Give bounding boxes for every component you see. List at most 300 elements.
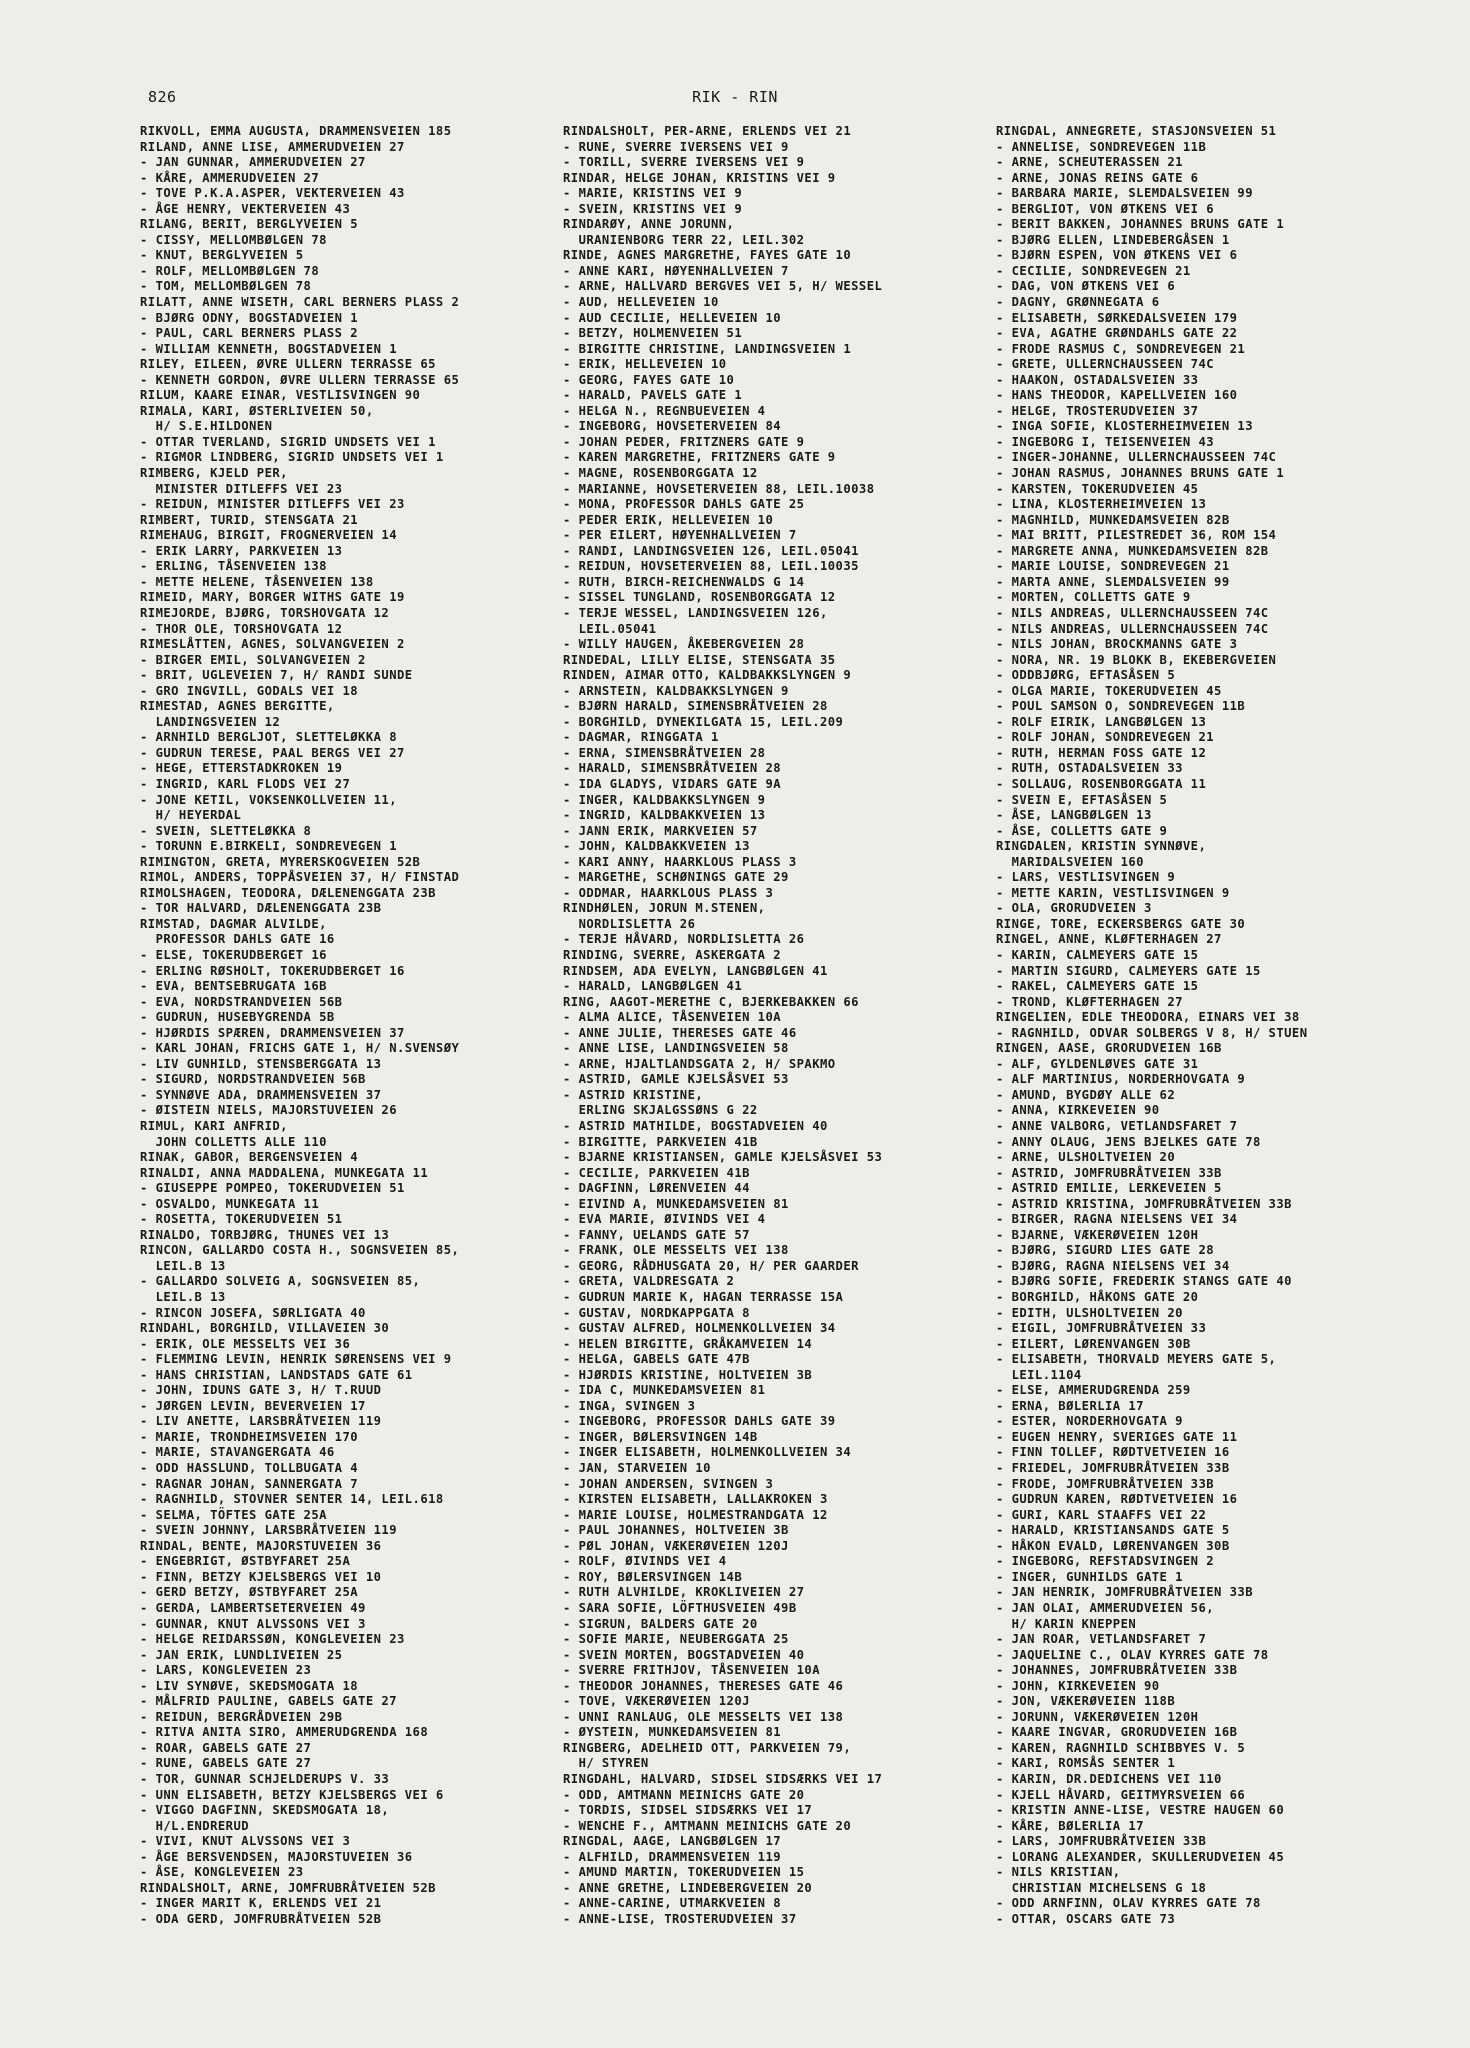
directory-entry: - INGEBORG, HOVSETERVEIEN 84 (563, 419, 782, 434)
directory-entry: - HARALD, PAVELS GATE 1 (563, 388, 743, 403)
directory-entry: - NILS ANDREAS, ULLERNCHAUSSEEN 74C (996, 621, 1269, 636)
directory-entry: - GRETE, ULLERNCHAUSSEEN 74C (996, 357, 1215, 372)
directory-entry: - INGEBORG I, TEISENVEIEN 43 (996, 434, 1215, 449)
directory-entry: - TORILL, SVERRE IVERSENS VEI 9 (563, 155, 805, 170)
directory-entry: - GURI, KARL STAAFFS VEI 22 (996, 1507, 1207, 1522)
directory-entry: - BETZY, HOLMENVEIEN 51 (563, 326, 743, 341)
directory-entry: - HEGE, ETTERSTADKROKEN 19 (140, 761, 343, 776)
directory-entry: - GUSTAV ALFRED, HOLMENKOLLVEIEN 34 (563, 1321, 836, 1336)
directory-entry: RINDAR, HELGE JOHAN, KRISTINS VEI 9 (563, 170, 836, 185)
directory-entry: - SIGRUN, BALDERS GATE 20 (563, 1616, 758, 1631)
directory-entry: - METTE KARIN, VESTLISVINGEN 9 (996, 885, 1230, 900)
directory-entry: - BIRGER, RAGNA NIELSENS VEI 34 (996, 1212, 1238, 1227)
directory-entry: - HELGA N., REGNBUEVEIEN 4 (563, 403, 766, 418)
directory-entry: - EVA MARIE, ØIVINDS VEI 4 (563, 1212, 766, 1227)
directory-entry: - ROY, BØLERSVINGEN 14B (563, 1569, 743, 1584)
directory-entry: - INGEBORG, PROFESSOR DAHLS GATE 39 (563, 1414, 836, 1429)
directory-entry: - EIGIL, JOMFRUBRÅTVEIEN 33 (996, 1321, 1207, 1336)
directory-entry: - ÅSE, KONGLEVEIEN 23 (140, 1865, 304, 1880)
directory-entry: - EILERT, LØRENVANGEN 30B (996, 1336, 1191, 1351)
directory-entry: - FLEMMING LEVIN, HENRIK SØRENSENS VEI 9 (140, 1352, 452, 1367)
directory-entry: - TOR, GUNNAR SCHJELDERUPS V. 33 (140, 1771, 390, 1786)
directory-entry: - ARNHILD BERGLJOT, SLETTELØKKA 8 (140, 730, 397, 745)
directory-entry: MARIDALSVEIEN 160 (996, 854, 1144, 869)
directory-entry: - MARIE, STAVANGERGATA 46 (140, 1445, 335, 1460)
directory-entry: - HANS CHRISTIAN, LANDSTADS GATE 61 (140, 1367, 413, 1382)
directory-entry: - ERIK LARRY, PARKVEIEN 13 (140, 543, 343, 558)
directory-entry: - RANDI, LANDINGSVEIEN 126, LEIL.05041 (563, 543, 859, 558)
directory-entry: - ANNE LISE, LANDINGSVEIEN 58 (563, 1041, 789, 1056)
directory-entry: - ALFHILD, DRAMMENSVEIEN 119 (563, 1849, 782, 1864)
directory-entry: - ELSE, TOKERUDBERGET 16 (140, 947, 327, 962)
directory-entry: RILATT, ANNE WISETH, CARL BERNERS PLASS 2 (140, 295, 460, 310)
directory-entry: - MARTA ANNE, SLEMDALSVEIEN 99 (996, 574, 1230, 589)
directory-entry: - UNN ELISABETH, BETZY KJELSBERGS VEI 6 (140, 1787, 444, 1802)
directory-entry: - ERIK, OLE MESSELTS VEI 36 (140, 1336, 351, 1351)
directory-entry: - GERDA, LAMBERTSETERVEIEN 49 (140, 1600, 366, 1615)
directory-entry: - BORGHILD, DYNEKILGATA 15, LEIL.209 (563, 714, 844, 729)
directory-entry: - RUTH, BIRCH-REICHENWALDS G 14 (563, 574, 805, 589)
directory-entry: - LIV SYNØVE, SKEDSMOGATA 18 (140, 1678, 359, 1693)
directory-entry: - PØL JOHAN, VÆKERØVEIEN 120J (563, 1538, 789, 1553)
directory-entry: - VIVI, KNUT ALVSSONS VEI 3 (140, 1834, 351, 1849)
directory-entry: - FINN TOLLEF, RØDTVETVEIEN 16 (996, 1445, 1230, 1460)
directory-entry: - TORUNN E.BIRKELI, SONDREVEGEN 1 (140, 839, 397, 854)
directory-entry: - SVEIN, KRISTINS VEI 9 (563, 201, 743, 216)
directory-entry: - JAN ROAR, VETLANDSFARET 7 (996, 1632, 1207, 1647)
directory-entry: - EVA, NORDSTRANDVEIEN 56B (140, 994, 343, 1009)
directory-entry: - GRO INGVILL, GODALS VEI 18 (140, 683, 359, 698)
directory-entry: - INGER-JOHANNE, ULLERNCHAUSSEEN 74C (996, 450, 1277, 465)
directory-entry: - BARBARA MARIE, SLEMDALSVEIEN 99 (996, 186, 1253, 201)
directory-entry: - NILS JOHAN, BROCKMANNS GATE 3 (996, 637, 1238, 652)
directory-entry: - GRETA, VALDRESGATA 2 (563, 1274, 735, 1289)
directory-entry: - ANNY OLAUG, JENS BJELKES GATE 78 (996, 1134, 1261, 1149)
directory-entry: - GEORG, RÅDHUSGATA 20, H/ PER GAARDER (563, 1258, 859, 1273)
directory-entry: - HELGE, TROSTERUDVEIEN 37 (996, 403, 1199, 418)
directory-entry: - FRODE, JOMFRUBRÅTVEIEN 33B (996, 1476, 1215, 1491)
directory-entry: - JOHAN PEDER, FRITZNERS GATE 9 (563, 434, 805, 449)
directory-entry: - BERIT BAKKEN, JOHANNES BRUNS GATE 1 (996, 217, 1285, 232)
directory-entry: - SVERRE FRITHJOV, TÅSENVEIEN 10A (563, 1663, 820, 1678)
directory-entry: - GIUSEPPE POMPEO, TOKERUDVEIEN 51 (140, 1181, 405, 1196)
directory-entry: - PAUL, CARL BERNERS PLASS 2 (140, 326, 359, 341)
directory-entry: - RIGMOR LINDBERG, SIGRID UNDSETS VEI 1 (140, 450, 444, 465)
directory-entry: - WILLIAM KENNETH, BOGSTADVEIEN 1 (140, 341, 397, 356)
directory-entry: - KARI ANNY, HAARKLOUS PLASS 3 (563, 854, 797, 869)
directory-entry: - OSVALDO, MUNKEGATA 11 (140, 1196, 320, 1211)
directory-entry: - TOM, MELLOMBØLGEN 78 (140, 279, 312, 294)
directory-entry: - BORGHILD, HÅKONS GATE 20 (996, 1290, 1199, 1305)
directory-entry: - WENCHE F., AMTMANN MEINICHS GATE 20 (563, 1818, 852, 1833)
directory-entry: RINDAL, BENTE, MAJORSTUVEIEN 36 (140, 1538, 382, 1553)
directory-entry: - HÅKON EVALD, LØRENVANGEN 30B (996, 1538, 1230, 1553)
directory-entry: - RINCON JOSEFA, SØRLIGATA 40 (140, 1305, 366, 1320)
directory-entry: - TOVE, VÆKERØVEIEN 120J (563, 1694, 750, 1709)
directory-entry: JOHN COLLETTS ALLE 110 (140, 1134, 327, 1149)
directory-entry: - JON, VÆKERØVEIEN 118B (996, 1694, 1176, 1709)
directory-entry: - RAGNHILD, STOVNER SENTER 14, LEIL.618 (140, 1492, 444, 1507)
directory-entry: - KRISTIN ANNE-LISE, VESTRE HAUGEN 60 (996, 1803, 1285, 1818)
directory-entry: - HARALD, LANGBØLGEN 41 (563, 979, 743, 994)
directory-entry: RINALDO, TORBJØRG, THUNES VEI 13 (140, 1227, 390, 1242)
directory-entry: - KNUT, BERGLYVEIEN 5 (140, 248, 304, 263)
directory-entry: - SVEIN JOHNNY, LARSBRÅTVEIEN 119 (140, 1523, 397, 1538)
directory-entry: - ASTRID KRISTINE, (563, 1087, 704, 1102)
directory-entry: - TERJE WESSEL, LANDINGSVEIEN 126, (563, 605, 828, 620)
directory-entry: - BIRGITTE, PARKVEIEN 41B (563, 1134, 758, 1149)
directory-entry: - POUL SAMSON O, SONDREVEGEN 11B (996, 699, 1246, 714)
directory-entry: RINDEN, AIMAR OTTO, KALDBAKKSLYNGEN 9 (563, 668, 852, 683)
directory-entry: RILANG, BERIT, BERGLYVEIEN 5 (140, 217, 359, 232)
directory-entry: - THOR OLE, TORSHOVGATA 12 (140, 621, 343, 636)
directory-entry: CHRISTIAN MICHELSENS G 18 (996, 1880, 1207, 1895)
directory-entry: RINAK, GABOR, BERGENSVEIEN 4 (140, 1150, 359, 1165)
directory-entry: - ANNE-LISE, TROSTERUDVEIEN 37 (563, 1911, 797, 1926)
directory-entry: - ASTRID, JOMFRUBRÅTVEIEN 33B (996, 1165, 1222, 1180)
directory-entry: - ESTER, NORDERHOVGATA 9 (996, 1414, 1183, 1429)
directory-entry: - KIRSTEN ELISABETH, LALLAKROKEN 3 (563, 1492, 828, 1507)
directory-entry: - ODD HASSLUND, TOLLBUGATA 4 (140, 1461, 359, 1476)
directory-entry: - KARIN, CALMEYERS GATE 15 (996, 947, 1199, 962)
directory-entry: - RUTH ALVHILDE, KROKLIVEIEN 27 (563, 1585, 805, 1600)
directory-entry: - SOFIE MARIE, NEUBERGGATA 25 (563, 1632, 789, 1647)
directory-entry: - MARIE, KRISTINS VEI 9 (563, 186, 743, 201)
directory-entry: - BJØRG SOFIE, FREDERIK STANGS GATE 40 (996, 1274, 1292, 1289)
directory-entry: - KARL JOHAN, FRICHS GATE 1, H/ N.SVENSØY (140, 1041, 460, 1056)
directory-entry: - KENNETH GORDON, ØVRE ULLERN TERRASSE 65 (140, 372, 460, 387)
directory-entry: - BJØRG ELLEN, LINDEBERGÅSEN 1 (996, 232, 1230, 247)
directory-entry: - ROSETTA, TOKERUDVEIEN 51 (140, 1212, 343, 1227)
directory-entry: - ÅGE BERSVENDSEN, MAJORSTUVEIEN 36 (140, 1849, 413, 1864)
directory-entry: - SVEIN, SLETTELØKKA 8 (140, 823, 312, 838)
directory-entry: - ANNELISE, SONDREVEGEN 11B (996, 139, 1207, 154)
directory-entry: - BERGLIOT, VON ØTKENS VEI 6 (996, 201, 1215, 216)
page-number: 826 (148, 88, 177, 106)
directory-entry: - GALLARDO SOLVEIG A, SOGNSVEIEN 85, (140, 1274, 421, 1289)
directory-entry: - GUDRUN TERESE, PAAL BERGS VEI 27 (140, 745, 405, 760)
directory-entry: RINDHØLEN, JORUN M.STENEN, (563, 901, 766, 916)
directory-entry: - FRANK, OLE MESSELTS VEI 138 (563, 1243, 789, 1258)
directory-entry: - ODDMAR, HAARKLOUS PLASS 3 (563, 885, 774, 900)
directory-entry: RIMEJORDE, BJØRG, TORSHOVGATA 12 (140, 605, 390, 620)
directory-entry: - JAN GUNNAR, AMMERUDVEIEN 27 (140, 155, 366, 170)
directory-entry: - PEDER ERIK, HELLEVEIEN 10 (563, 512, 774, 527)
directory-entry: - JAN, STARVEIEN 10 (563, 1461, 711, 1476)
column-right (996, 124, 1308, 1927)
directory-entry: - ROLF, ØIVINDS VEI 4 (563, 1554, 727, 1569)
directory-entry: - ALF, GYLDENLØVES GATE 31 (996, 1056, 1199, 1071)
directory-entry: - AMUND MARTIN, TOKERUDVEIEN 15 (563, 1865, 805, 1880)
directory-entry: - BJØRG, RAGNA NIELSENS VEI 34 (996, 1258, 1230, 1273)
directory-entry: - ERNA, BØLERLIA 17 (996, 1398, 1144, 1413)
directory-entry: H/L.ENDRERUD (140, 1818, 250, 1833)
directory-entry: - METTE HELENE, TÅSENVEIEN 138 (140, 574, 374, 589)
directory-entry: - FRIEDEL, JOMFRUBRÅTVEIEN 33B (996, 1461, 1230, 1476)
directory-entry: RINDALSHOLT, ARNE, JOMFRUBRÅTVEIEN 52B (140, 1880, 436, 1895)
directory-entry: RIMEID, MARY, BORGER WITHS GATE 19 (140, 590, 405, 605)
directory-entry: RINDEDAL, LILLY ELISE, STENSGATA 35 (563, 652, 836, 667)
directory-entry: - JOHAN RASMUS, JOHANNES BRUNS GATE 1 (996, 466, 1285, 481)
directory-entry: - ENGEBRIGT, ØSTBYFARET 25A (140, 1554, 351, 1569)
directory-entry: - ÅSE, LANGBØLGEN 13 (996, 808, 1152, 823)
directory-entry: H/ KARIN KNEPPEN (996, 1616, 1137, 1631)
directory-entry: - THEODOR JOHANNES, THERESES GATE 46 (563, 1678, 844, 1693)
directory-entry: - RUTH, OSTADALSVEIEN 33 (996, 761, 1183, 776)
directory-entry: RINDSEM, ADA EVELYN, LANGBØLGEN 41 (563, 963, 828, 978)
directory-entry: - CECILIE, PARKVEIEN 41B (563, 1165, 750, 1180)
directory-entry: - JAN OLAI, AMMERUDVEIEN 56, (996, 1600, 1215, 1615)
directory-entry: - ERIK, HELLEVEIEN 10 (563, 357, 727, 372)
directory-entry: - ROLF, MELLOMBØLGEN 78 (140, 263, 320, 278)
directory-entry: RILEY, EILEEN, ØVRE ULLERN TERRASSE 65 (140, 357, 436, 372)
directory-entry: LEIL.B 13 (140, 1258, 226, 1273)
directory-entry: RIMESLÅTTEN, AGNES, SOLVANGVEIEN 2 (140, 637, 405, 652)
directory-entry: - SVEIN MORTEN, BOGSTADVEIEN 40 (563, 1647, 805, 1662)
directory-entry: MINISTER DITLEFFS VEI 23 (140, 481, 343, 496)
directory-entry: - KÅRE, BØLERLIA 17 (996, 1818, 1144, 1833)
directory-entry: - NILS KRISTIAN, (996, 1865, 1121, 1880)
directory-entry: - VIGGO DAGFINN, SKEDSMOGATA 18, (140, 1803, 390, 1818)
directory-entry: - KAREN MARGRETHE, FRITZNERS GATE 9 (563, 450, 836, 465)
directory-entry: - INGER, GUNHILDS GATE 1 (996, 1569, 1183, 1584)
directory-entry: - CISSY, MELLOMBØLGEN 78 (140, 232, 327, 247)
directory-entry: - INGA, SVINGEN 3 (563, 1398, 696, 1413)
directory-entry: - HJØRDIS SPÆREN, DRAMMENSVEIEN 37 (140, 1025, 405, 1040)
directory-entry: - NORA, NR. 19 BLOKK B, EKEBERGVEIEN (996, 652, 1277, 667)
directory-entry: - AUD CECILIE, HELLEVEIEN 10 (563, 310, 782, 325)
directory-entry: - JAN HENRIK, JOMFRUBRÅTVEIEN 33B (996, 1585, 1253, 1600)
directory-entry: - INGER, BØLERSVINGEN 14B (563, 1429, 758, 1444)
directory-entry: - RITVA ANITA SIRO, AMMERUDGRENDA 168 (140, 1725, 429, 1740)
directory-entry: - ROAR, GABELS GATE 27 (140, 1740, 312, 1755)
directory-entry: RINDALSHOLT, PER-ARNE, ERLENDS VEI 21 (563, 124, 852, 138)
directory-entry: - BRIT, UGLEVEIEN 7, H/ RANDI SUNDE (140, 668, 413, 683)
directory-entry: - GUDRUN, HUSEBYGRENDA 5B (140, 1010, 335, 1025)
directory-entry: - TROND, KLØFTERHAGEN 27 (996, 994, 1183, 1009)
directory-entry: - ØISTEIN NIELS, MAJORSTUVEIEN 26 (140, 1103, 397, 1118)
directory-entry: - INGER ELISABETH, HOLMENKOLLVEIEN 34 (563, 1445, 852, 1460)
directory-entry: - JANN ERIK, MARKVEIEN 57 (563, 823, 758, 838)
directory-entry: - EUGEN HENRY, SVERIGES GATE 11 (996, 1429, 1238, 1444)
directory-entry: - TOVE P.K.A.ASPER, VEKTERVEIEN 43 (140, 186, 405, 201)
directory-entry: - INGA SOFIE, KLOSTERHEIMVEIEN 13 (996, 419, 1253, 434)
directory-entry: - MAGNE, ROSENBORGGATA 12 (563, 466, 758, 481)
directory-entry: - TORDIS, SIDSEL SIDSÆRKS VEI 17 (563, 1803, 813, 1818)
directory-entry: - IDA GLADYS, VIDARS GATE 9A (563, 776, 782, 791)
directory-entry: - EDITH, ULSHOLTVEIEN 20 (996, 1305, 1183, 1320)
directory-entry: - HARALD, KRISTIANSANDS GATE 5 (996, 1523, 1230, 1538)
directory-entry: - ASTRID MATHILDE, BOGSTADVEIEN 40 (563, 1119, 828, 1133)
directory-entry: - JAQUELINE C., OLAV KYRRES GATE 78 (996, 1647, 1269, 1662)
directory-entry: - ROLF EIRIK, LANGBØLGEN 13 (996, 714, 1207, 729)
directory-entry: - INGRID, KARL FLODS VEI 27 (140, 776, 351, 791)
directory-entry: RINCON, GALLARDO COSTA H., SOGNSVEIEN 85, (140, 1243, 460, 1258)
directory-entry: - SIGURD, NORDSTRANDVEIEN 56B (140, 1072, 366, 1087)
directory-entry: - SELMA, TÖFTES GATE 25A (140, 1507, 327, 1522)
directory-entry: - HARALD, SIMENSBRÅTVEIEN 28 (563, 761, 782, 776)
directory-entry: ERLING SKJALGSSØNS G 22 (563, 1103, 758, 1118)
directory-entry: - ASTRID KRISTINA, JOMFRUBRÅTVEIEN 33B (996, 1196, 1292, 1211)
directory-entry: - KAARE INGVAR, GRORUDVEIEN 16B (996, 1725, 1238, 1740)
directory-entry: - MARIE LOUISE, HOLMESTRANDGATA 12 (563, 1507, 828, 1522)
column-left (140, 124, 459, 1927)
directory-entry: - MARTIN SIGURD, CALMEYERS GATE 15 (996, 963, 1261, 978)
directory-entry: - MARIE LOUISE, SONDREVEGEN 21 (996, 559, 1230, 574)
directory-entry: - GERD BETZY, ØSTBYFARET 25A (140, 1585, 359, 1600)
directory-entry: - KARIN, DR.DEDICHENS VEI 110 (996, 1771, 1222, 1786)
directory-entry: - ANNE JULIE, THERESES GATE 46 (563, 1025, 797, 1040)
directory-entry: RIMSTAD, DAGMAR ALVILDE, (140, 916, 327, 931)
directory-entry: - ÅGE HENRY, VEKTERVEIEN 43 (140, 201, 351, 216)
directory-entry: - JOHN, KIRKEVEIEN 90 (996, 1678, 1160, 1693)
running-head: RIK - RIN (692, 88, 778, 106)
directory-entry: - EVA, BENTSEBRUGATA 16B (140, 979, 327, 994)
directory-entry: - ALMA ALICE, TÅSENVEIEN 10A (563, 1010, 782, 1025)
directory-entry: - PAUL JOHANNES, HOLTVEIEN 3B (563, 1523, 789, 1538)
directory-entry: - MAI BRITT, PILESTREDET 36, ROM 154 (996, 528, 1277, 543)
directory-entry: RINGELIEN, EDLE THEODORA, EINARS VEI 38 (996, 1010, 1300, 1025)
directory-entry: - ARNE, HJALTLANDSGATA 2, H/ SPAKMO (563, 1056, 836, 1071)
directory-entry: - RUNE, SVERRE IVERSENS VEI 9 (563, 139, 789, 154)
directory-entry: RIMBERG, KJELD PER, (140, 466, 288, 481)
directory-entry: RIMBERT, TURID, STENSGATA 21 (140, 512, 359, 527)
directory-entry: - LIV GUNHILD, STENSBERGGATA 13 (140, 1056, 382, 1071)
directory-entry: - RAGNAR JOHAN, SANNERGATA 7 (140, 1476, 359, 1491)
directory-entry: - INGER, KALDBAKKSLYNGEN 9 (563, 792, 766, 807)
directory-entry: - ODD, AMTMANN MEINICHS GATE 20 (563, 1787, 805, 1802)
directory-entry: - ANNE VALBORG, VETLANDSFARET 7 (996, 1119, 1238, 1133)
directory-entry: - SYNNØVE ADA, DRAMMENSVEIEN 37 (140, 1087, 382, 1102)
directory-entry: - ODA GERD, JOMFRUBRÅTVEIEN 52B (140, 1911, 382, 1926)
directory-entry: - DAGMAR, RINGGATA 1 (563, 730, 719, 745)
directory-entry: - ELISABETH, SØRKEDALSVEIEN 179 (996, 310, 1238, 325)
directory-entry: RIMEHAUG, BIRGIT, FROGNERVEIEN 14 (140, 528, 397, 543)
directory-entry: LANDINGSVEIEN 12 (140, 714, 281, 729)
directory-entry: RIMUL, KARI ANFRID, (140, 1119, 288, 1133)
directory-entry: - MARGETHE, SCHØNINGS GATE 29 (563, 870, 789, 885)
directory-entry: - EIVIND A, MUNKEDAMSVEIEN 81 (563, 1196, 789, 1211)
directory-entry: RINGDALEN, KRISTIN SYNNØVE, (996, 839, 1207, 854)
directory-entry: - ELISABETH, THORVALD MEYERS GATE 5, (996, 1352, 1277, 1367)
directory-entry: - NILS ANDREAS, ULLERNCHAUSSEEN 74C (996, 605, 1269, 620)
directory-entry: H/ S.E.HILDONEN (140, 419, 273, 434)
directory-entry: - INGRID, KALDBAKKVEIEN 13 (563, 808, 766, 823)
directory-entry: - EVA, AGATHE GRØNDAHLS GATE 22 (996, 326, 1238, 341)
directory-entry: - JOHN, IDUNS GATE 3, H/ T.RUUD (140, 1383, 382, 1398)
directory-entry: - ARNE, SCHEUTERASSEN 21 (996, 155, 1183, 170)
directory-entry: - KARI, ROMSÅS SENTER 1 (996, 1756, 1176, 1771)
directory-entry: - FRODE RASMUS C, SONDREVEGEN 21 (996, 341, 1246, 356)
directory-entry: - REIDUN, BERGRÅDVEIEN 29B (140, 1709, 343, 1724)
directory-entry: - ERNA, SIMENSBRÅTVEIEN 28 (563, 745, 766, 760)
directory-entry: RILAND, ANNE LISE, AMMERUDVEIEN 27 (140, 139, 405, 154)
directory-entry: - UNNI RANLAUG, OLE MESSELTS VEI 138 (563, 1709, 844, 1724)
directory-entry: - MORTEN, COLLETTS GATE 9 (996, 590, 1191, 605)
directory-entry: - AUD, HELLEVEIEN 10 (563, 295, 719, 310)
directory-entry: - BJØRG, SIGURD LIES GATE 28 (996, 1243, 1215, 1258)
directory-entry: RIMOL, ANDERS, TOPPÅSVEIEN 37, H/ FINSTAD (140, 870, 460, 885)
directory-entry: RINALDI, ANNA MADDALENA, MUNKEGATA 11 (140, 1165, 429, 1180)
directory-entry: - GUNNAR, KNUT ALVSSONS VEI 3 (140, 1616, 366, 1631)
directory-entry: - HJØRDIS KRISTINE, HOLTVEIEN 3B (563, 1367, 813, 1382)
directory-entry: - SISSEL TUNGLAND, ROSENBORGGATA 12 (563, 590, 836, 605)
directory-entry: - INGEBORG, REFSTADSVINGEN 2 (996, 1554, 1215, 1569)
directory-entry: - BJARNE KRISTIANSEN, GAMLE KJELSÅSVEI 53 (563, 1150, 883, 1165)
directory-entry: NORDLISLETTA 26 (563, 916, 696, 931)
directory-entry: - BJØRG ODNY, BOGSTADVEIEN 1 (140, 310, 359, 325)
directory-entry: - HELGE REIDARSSØN, KONGLEVEIEN 23 (140, 1632, 405, 1647)
directory-entry: H/ STYREN (563, 1756, 649, 1771)
directory-entry: - ERLING RØSHOLT, TOKERUDBERGET 16 (140, 963, 405, 978)
directory-entry: - JOHAN ANDERSEN, SVINGEN 3 (563, 1476, 774, 1491)
directory-entry: - ØYSTEIN, MUNKEDAMSVEIEN 81 (563, 1725, 782, 1740)
directory-entry: - ANNE-CARINE, UTMARKVEIEN 8 (563, 1896, 782, 1911)
directory-entry: - RAGNHILD, ODVAR SOLBERGS V 8, H/ STUEN (996, 1025, 1308, 1040)
directory-entry: RIKVOLL, EMMA AUGUSTA, DRAMMENSVEIEN 185 (140, 124, 452, 138)
directory-entry: - BJARNE, VÆKERØVEIEN 120H (996, 1227, 1199, 1242)
directory-entry: RINGDAL, ANNEGRETE, STASJONSVEIEN 51 (996, 124, 1277, 138)
directory-entry: RIMOLSHAGEN, TEODORA, DÆLENENGGATA 23B (140, 885, 436, 900)
directory-entry: - ÅSE, COLLETTS GATE 9 (996, 823, 1168, 838)
directory-entry: - TERJE HÅVARD, NORDLISLETTA 26 (563, 932, 805, 947)
directory-entry: RINGBERG, ADELHEID OTT, PARKVEIEN 79, (563, 1740, 852, 1755)
directory-entry: - HANS THEODOR, KAPELLVEIEN 160 (996, 388, 1238, 403)
directory-entry: - LINA, KLOSTERHEIMVEIEN 13 (996, 497, 1207, 512)
directory-entry: RINDING, SVERRE, ASKERGATA 2 (563, 947, 782, 962)
directory-entry: - GUDRUN KAREN, RØDTVETVEIEN 16 (996, 1492, 1238, 1507)
directory-entry: - REIDUN, MINISTER DITLEFFS VEI 23 (140, 497, 405, 512)
directory-entry: - JAN ERIK, LUNDLIVEIEN 25 (140, 1647, 343, 1662)
directory-entry: - LARS, JOMFRUBRÅTVEIEN 33B (996, 1834, 1207, 1849)
directory-entry: - CECILIE, SONDREVEGEN 21 (996, 263, 1191, 278)
directory-entry: - LARS, VESTLISVINGEN 9 (996, 870, 1176, 885)
directory-entry: RINGEL, ANNE, KLØFTERHAGEN 27 (996, 932, 1222, 947)
directory-entry: - MARGRETE ANNA, MUNKEDAMSVEIEN 82B (996, 543, 1269, 558)
directory-entry: - MARIE, TRONDHEIMSVEIEN 170 (140, 1429, 359, 1444)
directory-entry: - DAGNY, GRØNNEGATA 6 (996, 295, 1160, 310)
directory-entry: - MÅLFRID PAULINE, GABELS GATE 27 (140, 1694, 397, 1709)
directory-entry: - WILLY HAUGEN, ÅKEBERGVEIEN 28 (563, 637, 805, 652)
directory-entry: - KAREN, RAGNHILD SCHIBBYES V. 5 (996, 1740, 1246, 1755)
directory-entry: - DAG, VON ØTKENS VEI 6 (996, 279, 1176, 294)
directory-entry: - ELSE, AMMERUDGRENDA 259 (996, 1383, 1191, 1398)
directory-entry: - ARNE, ULSHOLTVEIEN 20 (996, 1150, 1176, 1165)
directory-entry: - KARSTEN, TOKERUDVEIEN 45 (996, 481, 1199, 496)
directory-entry: - BJØRN HARALD, SIMENSBRÅTVEIEN 28 (563, 699, 828, 714)
directory-entry: - BIRGITTE CHRISTINE, LANDINGSVEIEN 1 (563, 341, 852, 356)
directory-entry: - KÅRE, AMMERUDVEIEN 27 (140, 170, 320, 185)
directory-entry: - ANNE GRETHE, LINDEBERGVEIEN 20 (563, 1880, 813, 1895)
directory-entry: - ROLF JOHAN, SONDREVEGEN 21 (996, 730, 1215, 745)
directory-entry: - GUDRUN MARIE K, HAGAN TERRASSE 15A (563, 1290, 844, 1305)
directory-entry: - DAGFINN, LØRENVEIEN 44 (563, 1181, 750, 1196)
directory-entry: - FANNY, UELANDS GATE 57 (563, 1227, 750, 1242)
directory-entry: - ALF MARTINIUS, NORDERHOVGATA 9 (996, 1072, 1246, 1087)
directory-entry: RIMINGTON, GRETA, MYRERSKOGVEIEN 52B (140, 854, 421, 869)
directory-entry: - LARS, KONGLEVEIEN 23 (140, 1663, 312, 1678)
directory-entry: - ODD ARNFINN, OLAV KYRRES GATE 78 (996, 1896, 1261, 1911)
directory-entry: - SARA SOFIE, LÖFTHUSVEIEN 49B (563, 1600, 797, 1615)
directory-entry: RINDE, AGNES MARGRETHE, FAYES GATE 10 (563, 248, 852, 263)
directory-entry: - SVEIN E, EFTASÅSEN 5 (996, 792, 1168, 807)
directory-entry: - ARNE, HALLVARD BERGVES VEI 5, H/ WESSEL (563, 279, 883, 294)
directory-entry: PROFESSOR DAHLS GATE 16 (140, 932, 335, 947)
directory-entry: - JØRGEN LEVIN, BEVERVEIEN 17 (140, 1398, 366, 1413)
directory-entry: RIMESTAD, AGNES BERGITTE, (140, 699, 335, 714)
directory-entry: - BJØRN ESPEN, VON ØTKENS VEI 6 (996, 248, 1238, 263)
directory-entry: RINGDAHL, HALVARD, SIDSEL SIDSÆRKS VEI 17 (563, 1771, 883, 1786)
